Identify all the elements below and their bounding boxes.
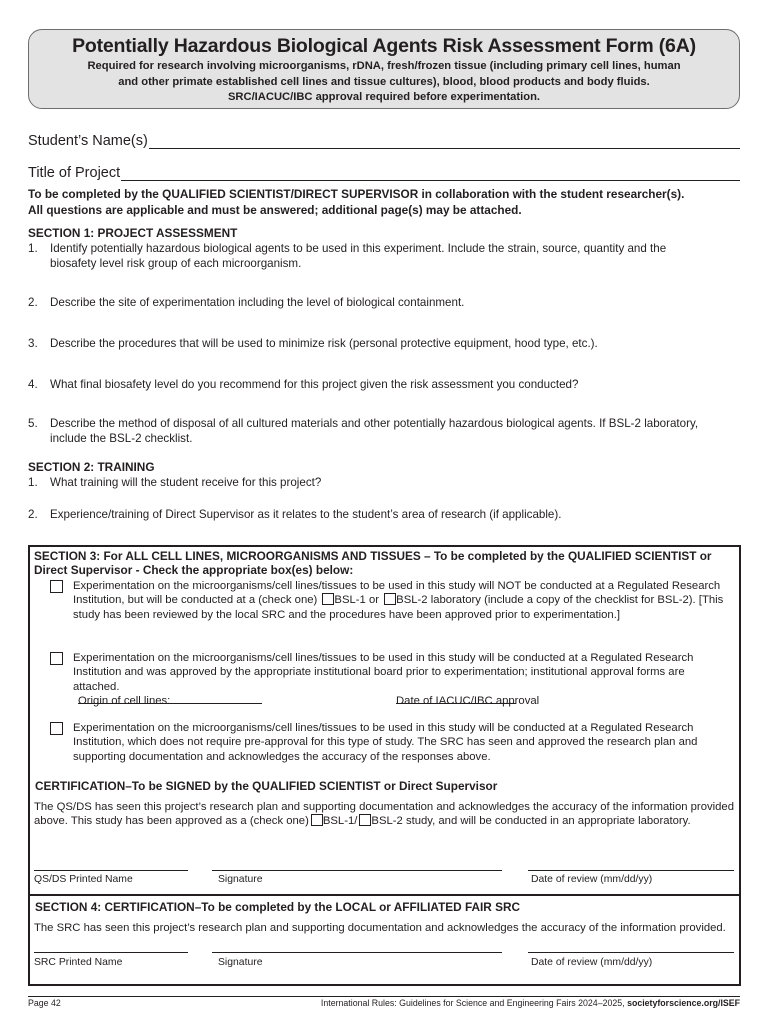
section2-heading: SECTION 2: TRAINING — [28, 460, 155, 474]
student-name-row — [28, 133, 740, 149]
footer-source-text: International Rules: Guidelines for Science and Engineering Fairs 2024–2025, — [320, 998, 625, 1008]
src-signature-label: Signature — [218, 957, 263, 968]
section1-heading: SECTION 1: PROJECT ASSESSMENT — [28, 226, 238, 240]
bsl1-lab-label: BSL-1 or — [334, 594, 380, 607]
section4-text: The SRC has seen this project’s research plan and supporting documentation and acknowledges the accuracy of the information provided. — [34, 922, 726, 934]
option-2-checkbox[interactable] — [50, 652, 63, 665]
form-subtitle — [29, 59, 739, 106]
section3-option-3 — [50, 721, 724, 764]
footer-source — [321, 998, 740, 1009]
student-name-label: Student’s Name(s) — [28, 133, 148, 149]
bsl2-lab-checkbox[interactable] — [384, 593, 396, 605]
section1-question-5 — [28, 416, 718, 447]
question-text: What training will the student receive for this project? — [50, 476, 322, 489]
instructions — [28, 187, 744, 218]
section3-heading — [34, 549, 734, 577]
approval-date-field[interactable] — [396, 694, 516, 704]
qsds-review-date-label: Date of review (mm/dd/yy) — [531, 874, 653, 885]
question-text: Experience/training of Direct Supervisor as it relates to the student’s area of research (if applicable). — [50, 508, 562, 521]
subtitle-line: SRC/IACUC/IBC approval required before experimentation. — [227, 91, 541, 103]
src-printed-name-label: SRC Printed Name — [34, 957, 123, 968]
option-2-text: Experimentation on the microorganisms/cell lines/tissues to be used in this study will be conducted at a Regulated Research Institution and was approved by the appropriate institutional board prior to experimentation; institutional approval forms are attached. — [73, 652, 694, 693]
section3-heading-line: Direct Supervisor - Check the appropriate box(es) below: — [34, 563, 354, 577]
question-number: 2. — [28, 296, 38, 309]
question-number: 2. — [28, 508, 38, 521]
certification-text — [34, 800, 734, 829]
certification-heading: CERTIFICATION–To be SIGNED by the QUALIFIED SCIENTIST or Direct Supervisor — [35, 779, 498, 793]
option-1-text-part: Experimentation on the microorganisms/cell lines/tissues to be used in this study will NOT be conducted at a Regulated Research Institution, but will be conducted at a (check one) — [73, 580, 721, 607]
section2-question-2 — [28, 507, 718, 522]
option-3-text: Experimentation on the microorganisms/cell lines/tissues to be used in this study will be conducted at a Regulated Research Institution, which does not require pre-approval for this type of study. The SRC has seen and approved the research plan and supporting documentation and acknowledges the accuracy of the responses above. — [73, 722, 698, 763]
section4-heading: SECTION 4: CERTIFICATION–To be completed by the LOCAL or AFFILIATED FAIR SRC — [35, 900, 520, 914]
bsl1-study-label: BSL-1/ — [322, 815, 358, 828]
question-text: Describe the procedures that will be used to minimize risk (personal protective equipment, hood type, etc.). — [50, 337, 598, 350]
src-review-date-label: Date of review (mm/dd/yy) — [531, 957, 653, 968]
instruction-line: To be completed by the QUALIFIED SCIENTIST/DIRECT SUPERVISOR in collaboration with the student researcher(s). — [28, 187, 685, 201]
question-number: 1. — [28, 242, 38, 255]
bsl2-study-checkbox[interactable] — [359, 814, 371, 826]
bsl1-lab-checkbox[interactable] — [322, 593, 334, 605]
section1-question-4 — [28, 377, 718, 392]
project-title-field[interactable] — [121, 167, 740, 181]
section3-option-1 — [50, 579, 730, 622]
section1-question-2 — [28, 295, 718, 310]
option-3-checkbox[interactable] — [50, 722, 63, 735]
src-review-date-field[interactable] — [528, 952, 734, 953]
qsds-signature-field[interactable] — [212, 870, 502, 871]
qsds-signature-label: Signature — [218, 874, 263, 885]
bsl1-study-checkbox[interactable] — [311, 814, 323, 826]
option-1-text — [73, 579, 730, 622]
project-title-label: Title of Project — [28, 165, 121, 181]
question-text: Describe the site of experimentation including the level of biological containment. — [50, 296, 465, 309]
qsds-printed-name-field[interactable] — [34, 870, 188, 871]
section1-question-1 — [28, 241, 718, 272]
section3-option-2 — [50, 651, 734, 694]
question-text: Describe the method of disposal of all cultured materials and other potentially hazardous biological agents. If BSL-2 laboratory, include the BSL-2 checklist. — [50, 417, 699, 446]
qsds-printed-name-label: QS/DS Printed Name — [34, 874, 133, 885]
question-text: What final biosafety level do you recommend for this project given the risk assessment you conducted? — [50, 378, 579, 391]
question-text: Identify potentially hazardous biological agents to be used in this experiment. Include the strain, source, quantity and the biosafety level risk group of each microorganism. — [50, 242, 667, 271]
footer-url-link[interactable]: societyforscience.org/ISEF — [627, 998, 740, 1008]
origin-field[interactable] — [78, 694, 262, 704]
certification-text-part: The QS/DS has seen this project’s research plan and supporting documentation and acknowledges the accuracy of the information provided above. This study has been approved as a (check one) — [34, 801, 734, 828]
footer-divider — [28, 996, 740, 997]
page-number: Page 42 — [28, 998, 61, 1008]
approval-date-label: Date of IACUC/IBC approval — [396, 695, 540, 707]
section2-question-1 — [28, 475, 718, 490]
question-number: 3. — [28, 337, 38, 350]
src-signature-field[interactable] — [212, 952, 502, 953]
project-title-row — [28, 165, 740, 181]
section3-heading-line: SECTION 3: For ALL CELL LINES, MICROORGANISMS AND TISSUES – To be completed by the QUALIFIED SCIENTIST or — [34, 549, 712, 563]
form-title: Potentially Hazardous Biological Agents Risk Assessment Form (6A) — [72, 35, 696, 57]
question-number: 4. — [28, 378, 38, 391]
question-number: 5. — [28, 417, 38, 430]
option-1-checkbox[interactable] — [50, 580, 63, 593]
subtitle-line: and other primate established cell lines and tissue cultures), blood, blood products and body fluids. — [118, 75, 650, 88]
form-header — [28, 29, 740, 109]
certification-text-part: BSL-2 study, and will be conducted in an appropriate laboratory. — [371, 815, 691, 828]
qsds-review-date-field[interactable] — [528, 870, 734, 871]
section1-question-3 — [28, 336, 718, 351]
subtitle-line: Required for research involving microorganisms, rDNA, fresh/frozen tissue (including primary cell lines, human — [87, 60, 681, 72]
origin-label: Origin of cell lines: — [78, 695, 171, 707]
student-name-field[interactable] — [149, 135, 740, 149]
question-number: 1. — [28, 476, 38, 489]
src-printed-name-field[interactable] — [34, 952, 188, 953]
option-1-text-part: BSL-2 laboratory (include a copy of the checklist for BSL-2). [This study has been reviewed by the local SRC and the procedures have been approved prior to experimentation.] — [73, 594, 724, 621]
instruction-line: All questions are applicable and must be answered; additional page(s) may be attached. — [28, 202, 522, 217]
